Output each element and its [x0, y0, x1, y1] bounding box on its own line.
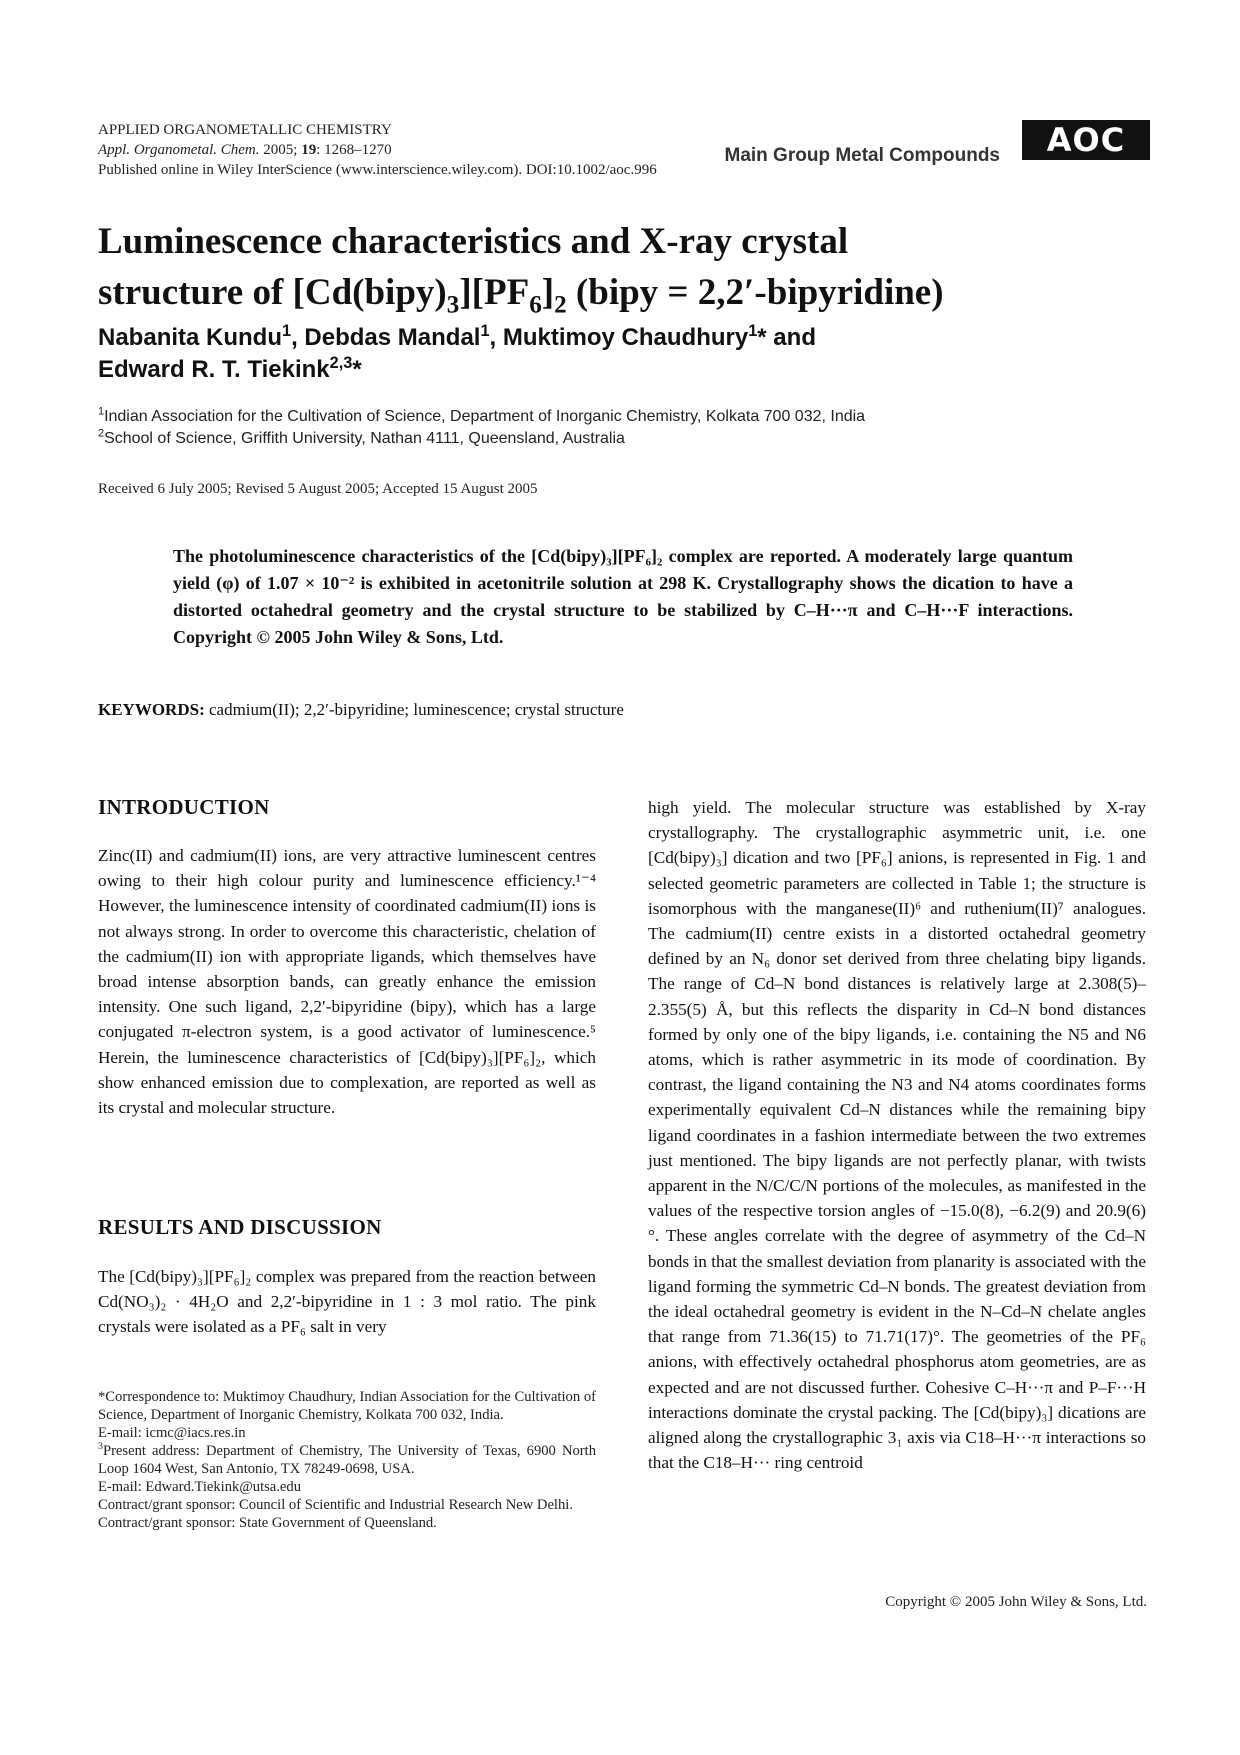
- citation-year: 2005;: [259, 142, 302, 158]
- footnote-present-address: [98, 1442, 596, 1478]
- title-line-2: [98, 272, 944, 319]
- section-label: Main Group Metal Compounds: [724, 145, 1000, 166]
- affiliations: [98, 406, 1138, 450]
- author-name: , Muktimoy Chaudhury: [489, 324, 749, 351]
- author-affil-mark: 1: [282, 322, 292, 340]
- article-title: [98, 216, 1158, 318]
- affiliation-2: [98, 428, 1138, 450]
- title-sub: 6: [529, 291, 542, 319]
- introduction-paragraph: Zinc(II) and cadmium(II) ions, are very attractive luminescent centres owing to their high colour purity and luminescence efficiency.¹⁻⁴ However, the luminescence intensity of coordinated cadmium(II) ions is not always strong. In order to overcome this characteristic, chelation of the cadmium(II) ion with appropriate ligands, which themselves have broad intense absorption bands, can greatly enhance the emission intensity. One such ligand, 2,2′-bipyridine (bipy), which has a large conjugated π-electron system, is a good activator of luminescence.⁵ Herein, the luminescence characteristics of [Cd(bipy)₃][PF₆]₂, which show enhanced emission due to complexation, are reported as well as its crystal and molecular structure.: [98, 846, 596, 1118]
- footnotes: [98, 1388, 596, 1532]
- affil-text: School of Science, Griffith University, Nathan 4111, Queensland, Australia: [104, 430, 625, 447]
- title-part: structure of [Cd(bipy): [98, 272, 447, 313]
- footnote-mark: 3: [98, 1441, 103, 1453]
- keywords: [98, 700, 1098, 720]
- section-heading-results: RESULTS AND DISCUSSION: [98, 1215, 382, 1239]
- title-sub: 2: [554, 291, 567, 319]
- author-list: [98, 322, 1138, 386]
- author-name: Nabanita Kundu: [98, 324, 282, 351]
- journal-header: [98, 120, 1150, 190]
- title-part: ][PF: [459, 272, 530, 313]
- aoc-logo: AOC: [1022, 120, 1150, 160]
- author-separator: * and: [757, 324, 816, 351]
- article-dates: Received 6 July 2005; Revised 5 August 2005; Accepted 15 August 2005: [98, 481, 538, 497]
- author-name: , Debdas Mandal: [291, 324, 481, 351]
- section-heading-introduction: INTRODUCTION: [98, 795, 270, 819]
- abstract: The photoluminescence characteristics of the [Cd(bipy)₃][PF₆]₂ complex are reported. A moderately large quantum yield (φ) of 1.07 × 10⁻² is exhibited in acetonitrile solution at 298 K. Crystallography shows the dication to have a distorted octahedral geometry and the crystal structure to be stabilized by C–H···π and C–H···F interactions. Copyright © 2005 John Wiley & Sons, Ltd.: [173, 546, 1073, 647]
- results-paragraph: The [Cd(bipy)₃][PF₆]₂ complex was prepared from the reaction between Cd(NO₃)₂ · 4H₂O and 2,2′-bipyridine in 1 : 3 mol ratio. The pink crystals were isolated as a PF₆ salt in very: [98, 1267, 596, 1337]
- title-line-1: Luminescence characteristics and X-ray crystal: [98, 221, 849, 262]
- footnote-email-1: E-mail: icmc@iacs.res.in: [98, 1425, 246, 1441]
- author-name: Edward R. T. Tiekink: [98, 356, 330, 383]
- keywords-text: cadmium(II); 2,2′-bipyridine; luminescence; crystal structure: [204, 700, 624, 719]
- affil-number: 1: [98, 405, 105, 418]
- keywords-label: KEYWORDS:: [98, 700, 205, 719]
- title-sub: 3: [446, 291, 460, 319]
- published-online: Published online in Wiley InterScience (www.interscience.wiley.com). DOI:10.1002/aoc.996: [98, 162, 657, 178]
- citation-journal: Appl. Organometal. Chem.: [98, 142, 260, 158]
- author-affil-mark: 1: [748, 322, 758, 340]
- affiliation-1: [98, 406, 1138, 428]
- citation-pages: : 1268–1270: [316, 142, 392, 158]
- footnote-email-2: E-mail: Edward.Tiekink@utsa.edu: [98, 1479, 301, 1495]
- author-correspondence-mark: *: [352, 356, 362, 383]
- footnote-correspondence: *Correspondence to: Muktimoy Chaudhury, Indian Association for the Cultivation of Science, Department of Inorganic Chemistry, Kolkata 700 032, India.: [98, 1389, 596, 1423]
- footnote-text: Present address: Department of Chemistry, The University of Texas, 6900 North Loop 1604 West, San Antonio, TX 78249-0698, USA.: [98, 1443, 596, 1477]
- journal-name: APPLIED ORGANOMETALLIC CHEMISTRY: [98, 122, 392, 138]
- footnote-grant-1: Contract/grant sponsor: Council of Scientific and Industrial Research New Delhi.: [98, 1497, 573, 1513]
- citation-volume: 19: [301, 142, 317, 158]
- affil-number: 2: [98, 427, 105, 440]
- affil-text: Indian Association for the Cultivation of Science, Department of Inorganic Chemistry, Kolkata 700 032, India: [104, 408, 866, 425]
- footnote-grant-2: Contract/grant sponsor: State Government of Queensland.: [98, 1515, 437, 1531]
- title-part: ]: [541, 272, 555, 313]
- title-part: (bipy = 2,2′-bipyridine): [566, 272, 944, 313]
- author-affil-mark: 1: [480, 322, 490, 340]
- results-paragraph-continued: high yield. The molecular structure was established by X-ray crystallography. The crystallographic asymmetric unit, i.e. one [Cd(bipy)₃] dication and two [PF₆] anions, is represented in Fig. 1 and selected geometric parameters are collected in Table 1; the structure is isomorphous with the manganese(II)⁶ and ruthenium(II)⁷ analogues. The cadmium(II) centre exists in a distorted octahedral geometry defined by an N₆ donor set derived from three chelating bipy ligands. The range of Cd–N bond distances is relatively large at 2.308(5)–2.355(5) Å, but this reflects the disparity in Cd–N bond distances formed by only one of the bipy ligands, i.e. containing the N5 and N6 atoms, which is rather asymmetric in its mode of coordination. By contrast, the ligand containing the N3 and N4 atoms coordinates forms experimentally equivalent Cd–N distances while the remaining bipy ligand coordinates in a fashion intermediate between the two extremes just mentioned. The bipy ligands are not perfectly planar, with twists apparent in the N/C/C/N portions of the molecules, as manifested in the values of the respective torsion angles of −15.0(8), −6.2(9) and 20.9(6)°. These angles correlate with the degree of asymmetry of the Cd–N bonds in that the smallest deviation from planarity is associated with the ligand forming the symmetric Cd–N bonds. The greatest deviation from the ideal octahedral geometry is evident in the N–Cd–N chelate angles that range from 71.36(15) to 71.71(17)°. The geometries of the PF₆ anions, with effectively octahedral phosphorus atom geometries, are as expected and are not discussed further. Cohesive C–H···π and P–F···H interactions dominate the crystal packing. The [Cd(bipy)₃] dications are aligned along the crystallographic 3₁ axis via C18–H···π interactions so that the C18–H··· ring centroid: [648, 798, 1146, 1473]
- author-affil-mark: 2,3: [329, 354, 353, 372]
- page-footer-copyright: Copyright © 2005 John Wiley & Sons, Ltd.: [885, 1594, 1147, 1610]
